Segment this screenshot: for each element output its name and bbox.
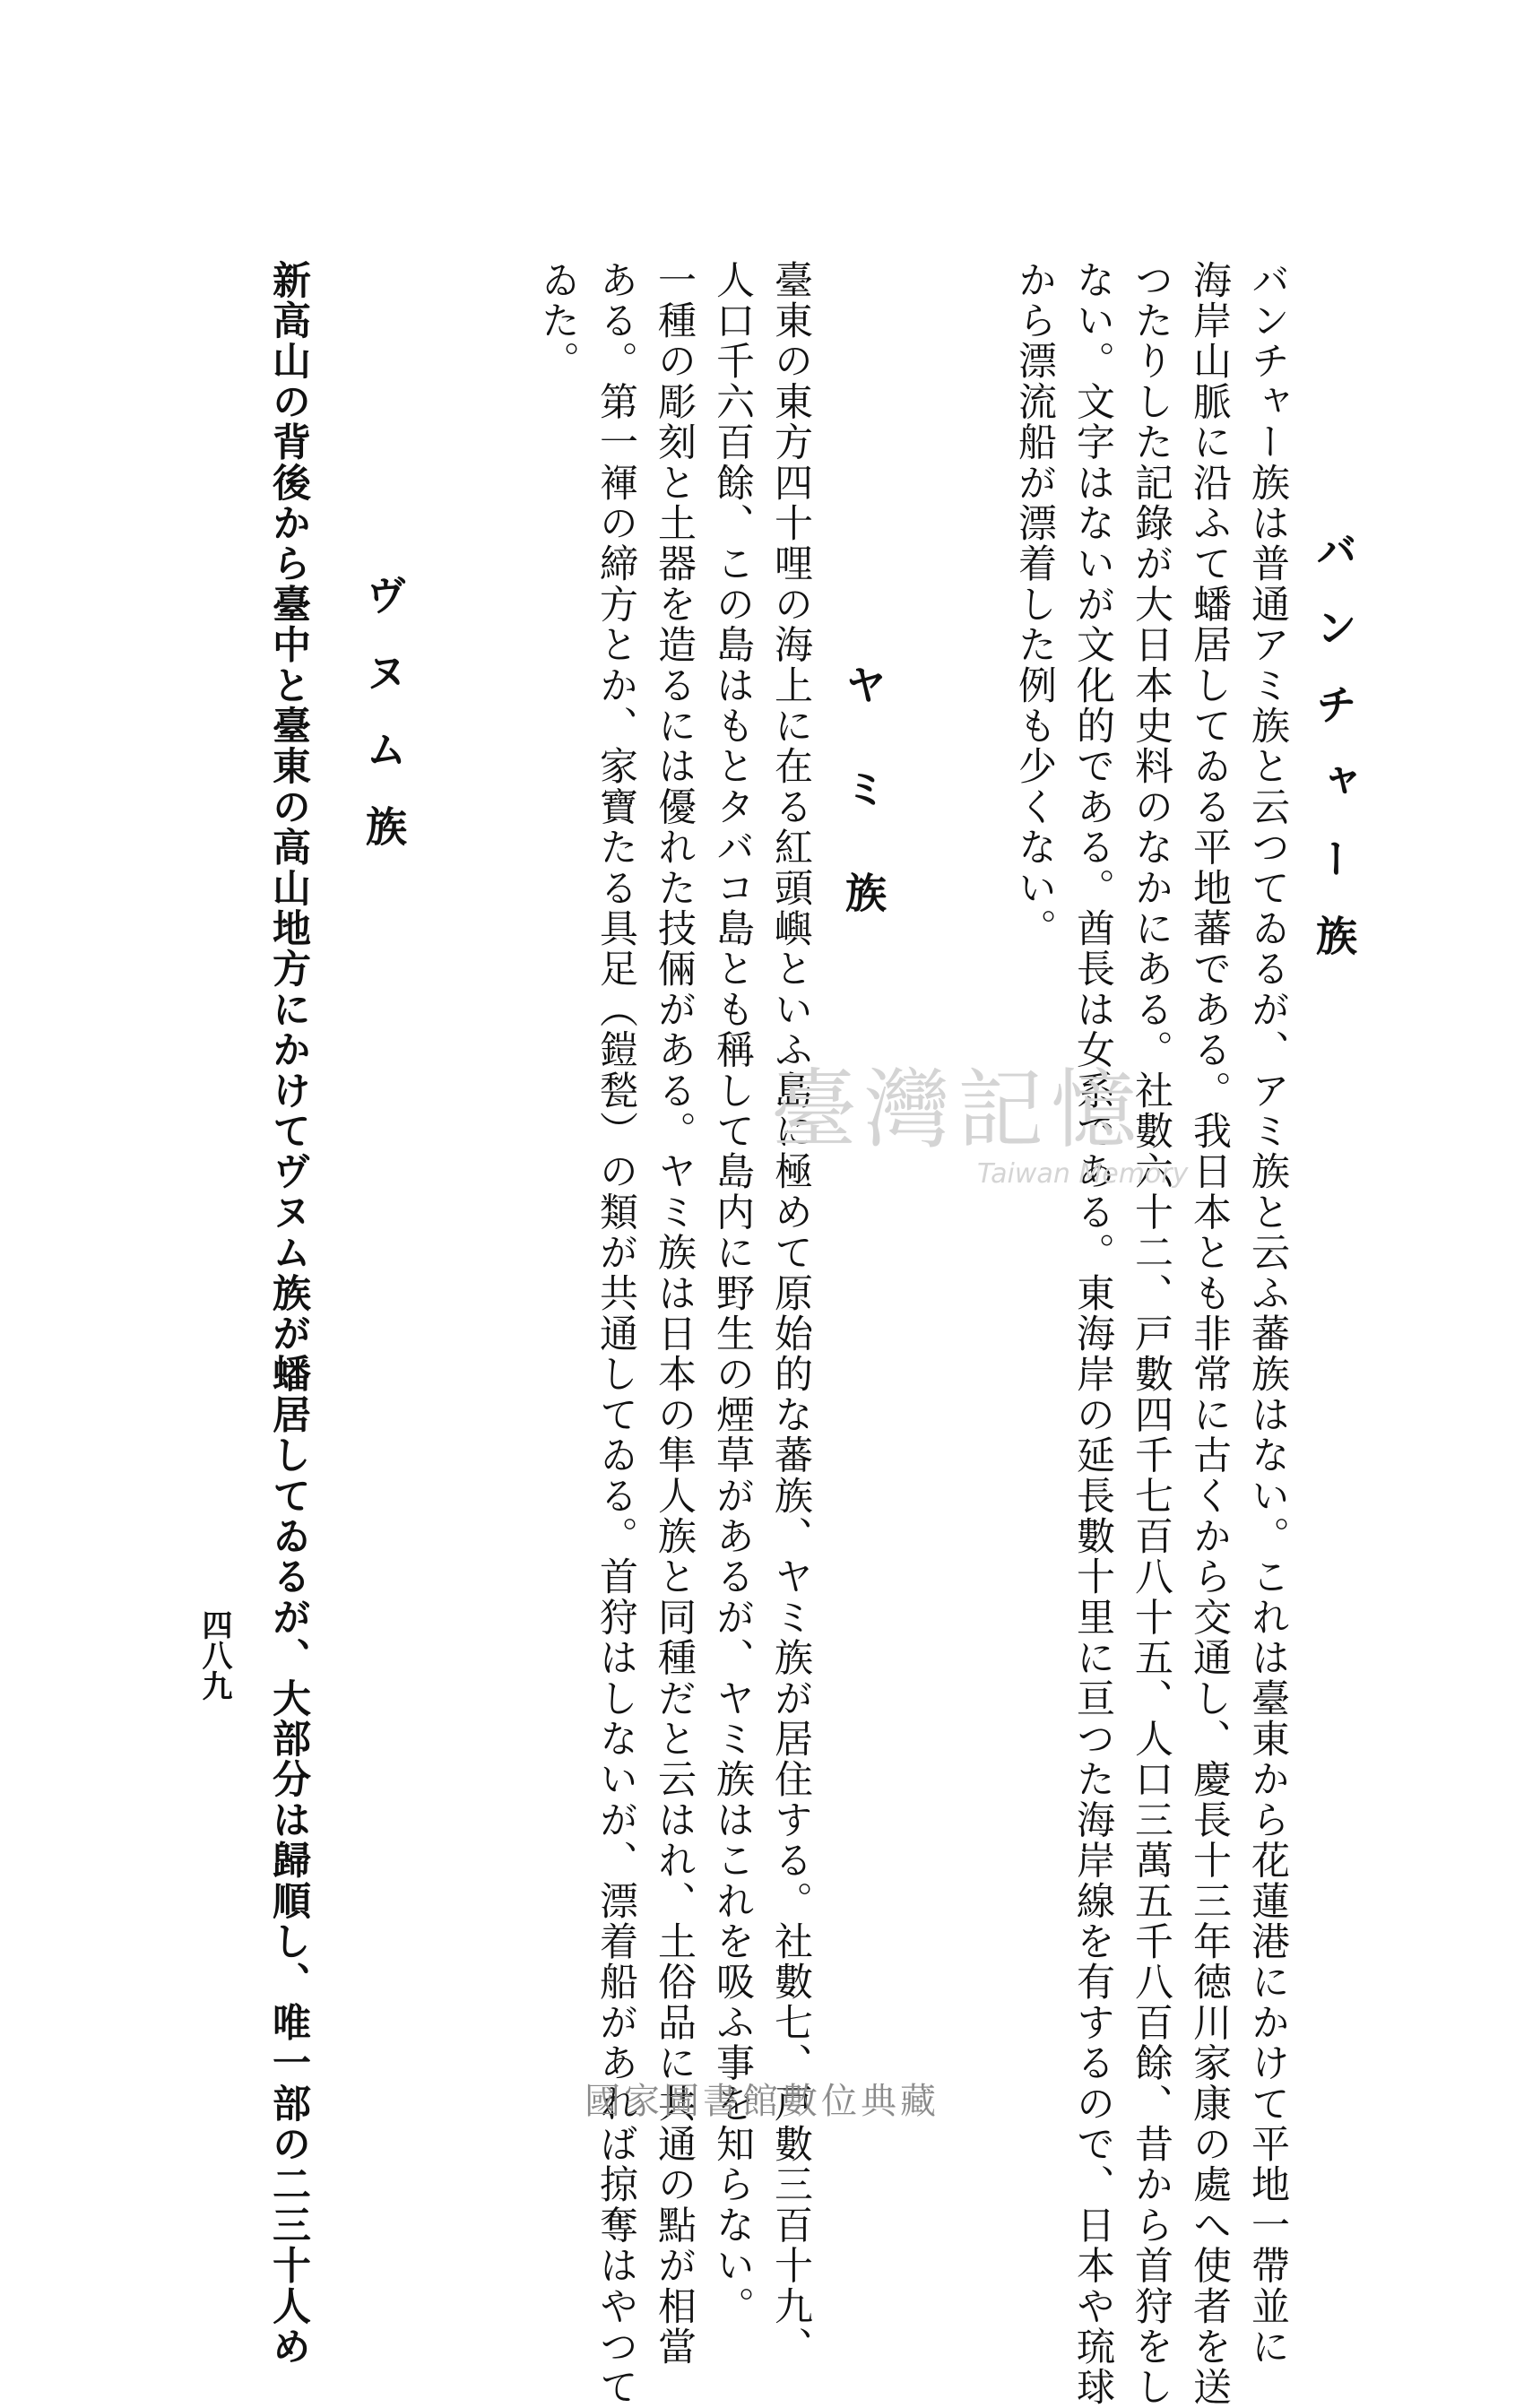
text-line: 海岸山脈に沿ふて蟠居してゐる平地蕃である。我日本とも非常に古くから交通し、慶長十三年徳川家康の處へ使者を送 bbox=[1187, 260, 1232, 2408]
text-line: 人口千六百餘、この島はもとタバコ島とも稱して島内に野生の煙草があるが、ヤミ族はこれを吸ふ事を知らない。 bbox=[710, 260, 755, 2327]
text-line: バンチャー族は普通アミ族と云つてゐるが、アミ族と云ふ蕃族はない。これは臺東から花蓮港にかけて平地一帶並に bbox=[1245, 260, 1290, 2368]
watermark-english: Taiwan Memory bbox=[977, 1158, 1189, 1190]
text-line: 臺東の東方四十哩の海上に在る紅頭嶼といふ島に極めて原始的な蕃族、ヤミ族が居住する。社數七、戸數三百十九、 bbox=[768, 260, 813, 2368]
footer-credit: 國家圖書館數位典藏 bbox=[584, 2081, 940, 2122]
text-line: ない。文字はないが文化的である。酋長は女系である。東海岸の延長數十里に亘つた海岸線を有するので、日本や琉球 bbox=[1070, 260, 1115, 2408]
text-line: ある。第一褌の締方とか、家寶たる具足（鎧甃）の類が共通してゐる。首狩はしないが、漂着船があれば掠奪はやつて bbox=[593, 260, 638, 2408]
text-line: 新高山の背後から臺中と臺東の高山地方にかけてヴヌム族が蟠居してゐるが、大部分は歸順し、唯一部の二三十人め bbox=[266, 260, 311, 2368]
text-line: ゐた。 bbox=[535, 260, 580, 382]
section-heading-yami: ヤミ族 bbox=[839, 663, 888, 975]
text-line: つたりした記錄が大日本史料のなかにある。社數六十二、戸數四千七百八十五、人口三萬五千八百餘、昔から首狩をし bbox=[1129, 260, 1173, 2408]
text-line: から漂流船が漂着した例も少くない。 bbox=[1012, 260, 1057, 949]
page-number: 四八九 bbox=[196, 1609, 232, 1701]
section-heading-vunum: ヴヌム族 bbox=[359, 574, 408, 882]
text-line: 一種の彫刻と土器を造るには優れた技倆がある。ヤミ族は日本の隼人族と同種だと云はれ、土俗品に共通の點が相當 bbox=[652, 260, 697, 2368]
watermark-chinese: 臺灣記憶 bbox=[771, 1060, 1144, 1160]
section-heading-bancha: バンチャー族 bbox=[1310, 529, 1358, 992]
